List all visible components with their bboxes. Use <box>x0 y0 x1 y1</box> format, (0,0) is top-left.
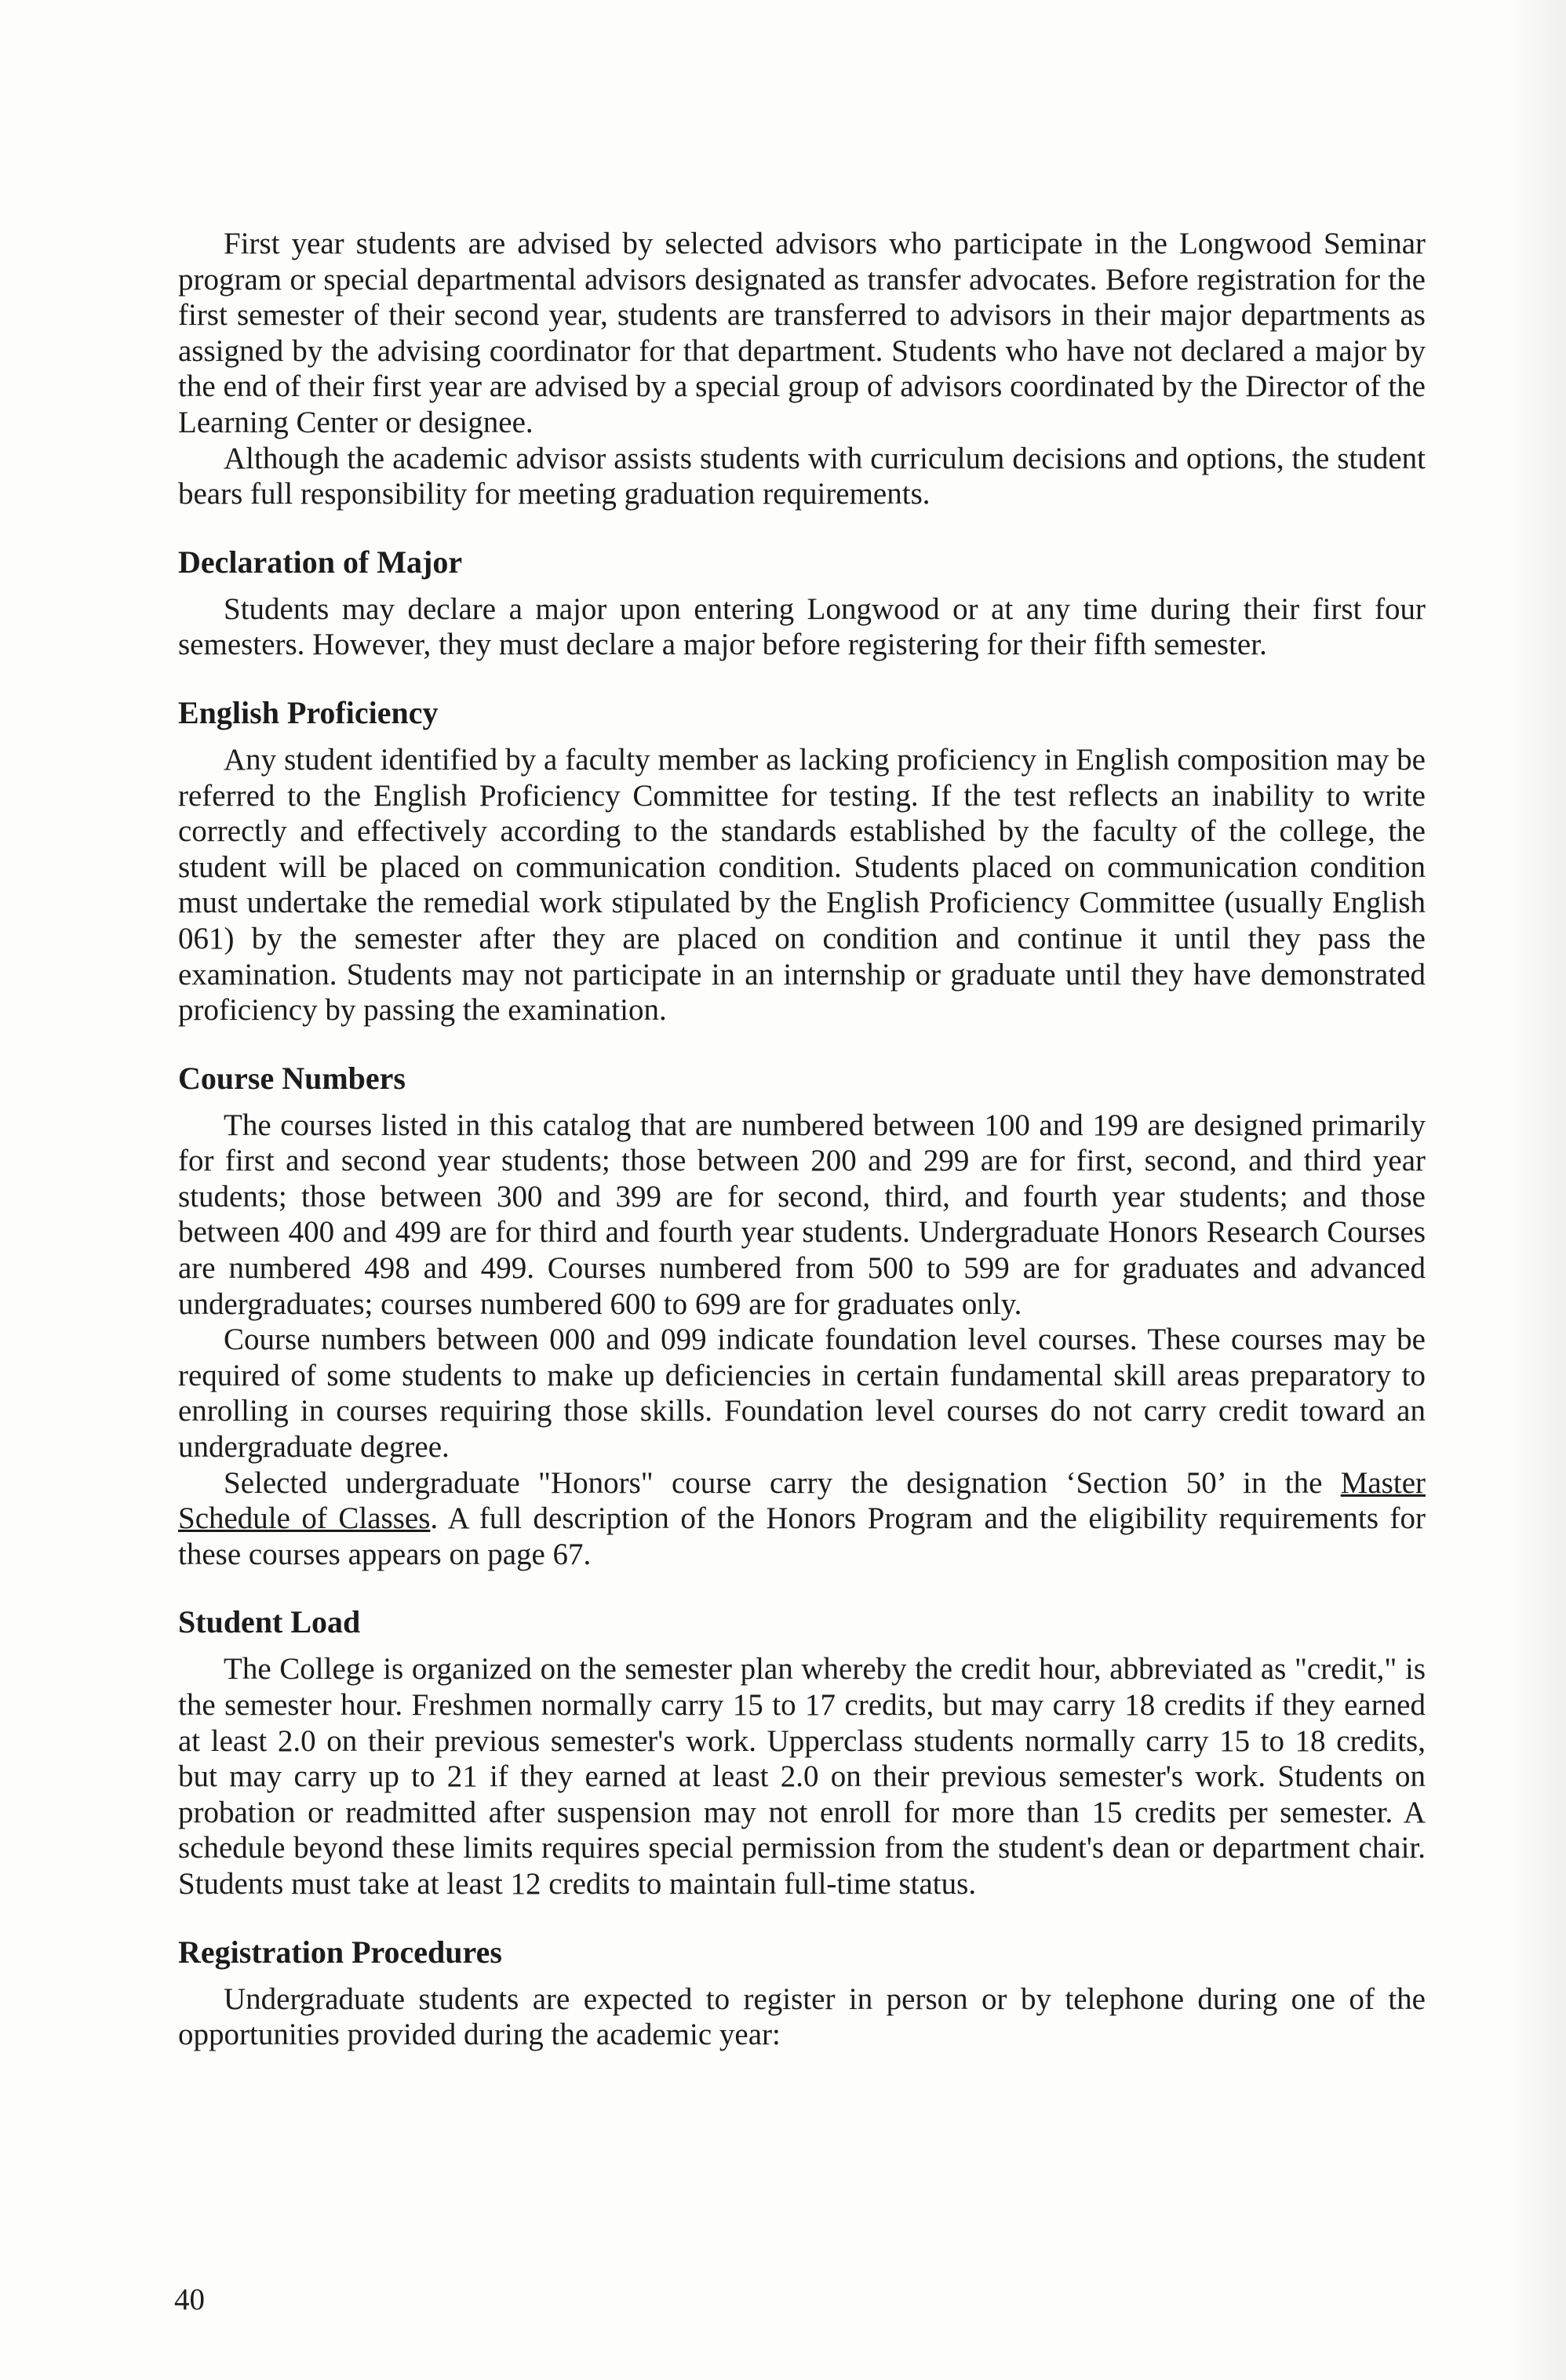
registration-procedures-section <box>178 1934 1426 2053</box>
page-number: 40 <box>174 2283 205 2316</box>
page-body <box>178 226 1426 2053</box>
course-numbers-paragraph-2: Course numbers between 000 and 099 indicate foundation level courses. These courses may be required of some students to make up deficiencies in certain fundamental skill areas preparatory to enrolling in courses requiring those skills. Foundation level courses do not carry credit toward an undergraduate degree. <box>178 1323 1426 1465</box>
honors-text-after: . A full description of the Honors Program and the eligibility requirements for these courses appears on page 67. <box>178 1501 1426 1571</box>
registration-procedures-heading: Registration Procedures <box>178 1934 502 1970</box>
english-proficiency-section <box>178 695 1426 1028</box>
student-load-paragraph: The College is organized on the semester plan whereby the credit hour, abbreviated as "credit," is the semester hour. Freshmen normally carry 15 to 17 credits, but may carry 18 credits if they earned at least 2.0 on their previous semester's work. Upperclass students normally carry 15 to 18 credits, but may carry up to 21 if they earned at least 2.0 on their previous semester's work. Students on probation or readmitted after suspension may not enroll for more than 15 credits per semester. A schedule beyond these limits requires special permission from the student's dean or department chair. Students must take at least 12 credits to maintain full-time status. <box>178 1652 1426 1901</box>
course-numbers-heading: Course Numbers <box>178 1060 406 1096</box>
declaration-of-major-section <box>178 544 1426 663</box>
advising-paragraph-1: First year students are advised by selected advisors who participate in the Longwood Seminar program or special departmental advisors designated as transfer advocates. Before registration for the first semester of their second year, students are transferred to advisors in their major departments as assigned by the advising coordinator for that department. Students who have not declared a major by the end of their first year are advised by a special group of advisors coordinated by the Director of the Learning Center or designee. <box>178 227 1426 439</box>
page-edge-shadow <box>1511 0 1566 2380</box>
student-load-section <box>178 1604 1426 1901</box>
master-schedule-title: Master Schedule of Classes <box>178 1465 1426 1536</box>
honors-text-before: Selected undergraduate "Honors" course carry the designation ‘Section 50’ in the <box>224 1465 1341 1500</box>
declaration-of-major-paragraph: Students may declare a major upon entering Longwood or at any time during their first four semesters. However, they must declare a major before registering for their fifth semester. <box>178 591 1426 662</box>
declaration-of-major-heading: Declaration of Major <box>178 544 463 580</box>
registration-procedures-paragraph: Undergraduate students are expected to register in person or by telephone during one of the opportunities provided during the academic year: <box>178 1982 1426 2052</box>
course-numbers-paragraph-1: The courses listed in this catalog that are numbered between 100 and 199 are designed primarily for first and second year students; those between 200 and 299 are for first, second, and third year students; those between 300 and 399 are for second, third, and fourth year students; and those between 400 and 499 are for third and fourth year students. Undergraduate Honors Research Courses are numbered 498 and 499. Courses numbered from 500 to 599 are for graduates and advanced undergraduates; courses numbered 600 to 699 are for graduates only. <box>178 1108 1426 1321</box>
student-load-heading: Student Load <box>178 1604 361 1640</box>
course-numbers-paragraph-3 <box>178 1465 1426 1573</box>
advising-paragraph-2: Although the academic advisor assists students with curriculum decisions and options, the student bears full responsibility for meeting graduation requirements. <box>178 441 1426 511</box>
course-numbers-section <box>178 1061 1426 1573</box>
english-proficiency-paragraph: Any student identified by a faculty member as lacking proficiency in English composition may be referred to the English Proficiency Committee for testing. If the test reflects an inability to write correctly and effectively according to the standards established by the faculty of the college, the student will be placed on communication condition. Students placed on communication condition must undertake the remedial work stipulated by the English Proficiency Committee (usually English 061) by the semester after they are placed on condition and continue it until they pass the examination. Students may not participate in an internship or graduate until they have demonstrated proficiency by passing the examination. <box>178 742 1426 1028</box>
english-proficiency-heading: English Proficiency <box>178 694 439 730</box>
advising-section <box>178 226 1426 512</box>
